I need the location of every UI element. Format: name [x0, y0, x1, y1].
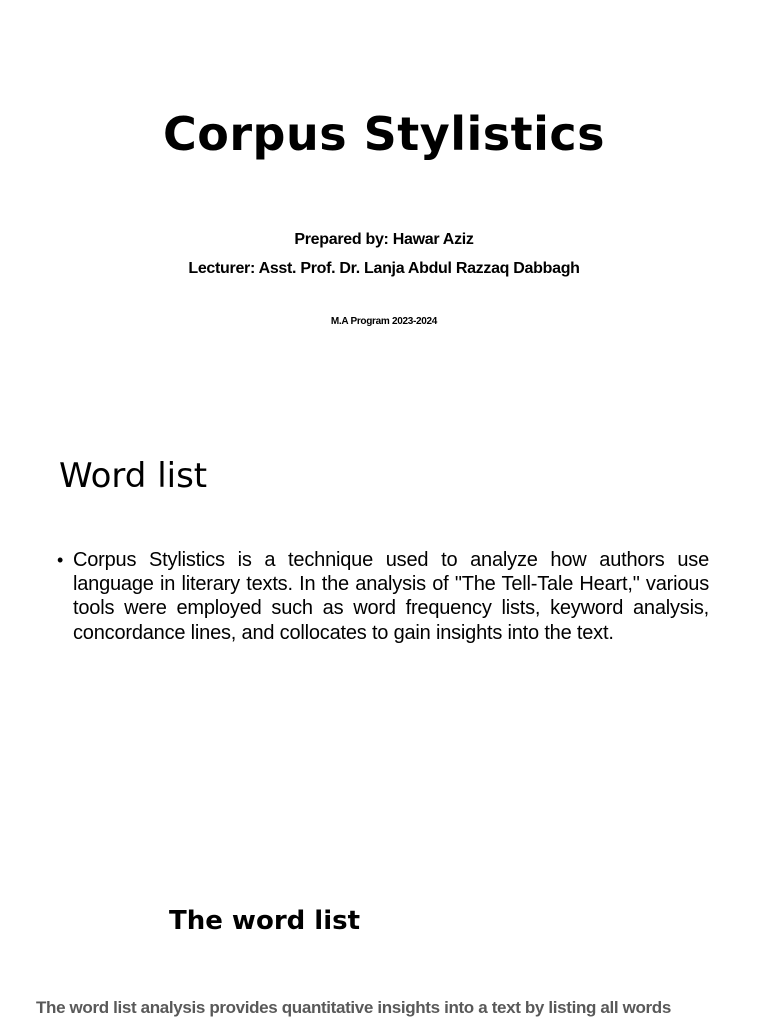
- lecturer-line: Lecturer: Asst. Prof. Dr. Lanja Abdul Razzaq Dabbagh: [188, 260, 580, 277]
- word-list-paragraph: The word list analysis provides quantitative insights into a text by listing all words: [36, 998, 671, 1017]
- presentation-title: Corpus Stylistics: [162, 107, 606, 161]
- word-list-detail-slide: [0, 768, 768, 1024]
- slide-heading: The word list: [169, 906, 361, 936]
- bullet-item: [57, 548, 709, 645]
- word-list-intro-slide: [0, 384, 768, 768]
- title-slide: [0, 0, 768, 384]
- program-line: M.A Program 2023-2024: [330, 316, 438, 327]
- bullet-icon: •: [57, 550, 64, 570]
- slide-heading: Word list: [59, 456, 208, 496]
- prepared-by-line: Prepared by: Hawar Aziz: [294, 231, 474, 248]
- bullet-text: Corpus Stylistics is a technique used to analyze how authors use language in literary texts. In the analysis of "The Tell-Tale Heart," various tools were employed such as word frequency lists, keyword analysis, concordance lines, and collocates to gain insights into the text.: [73, 549, 709, 644]
- bullet-list: [57, 548, 709, 645]
